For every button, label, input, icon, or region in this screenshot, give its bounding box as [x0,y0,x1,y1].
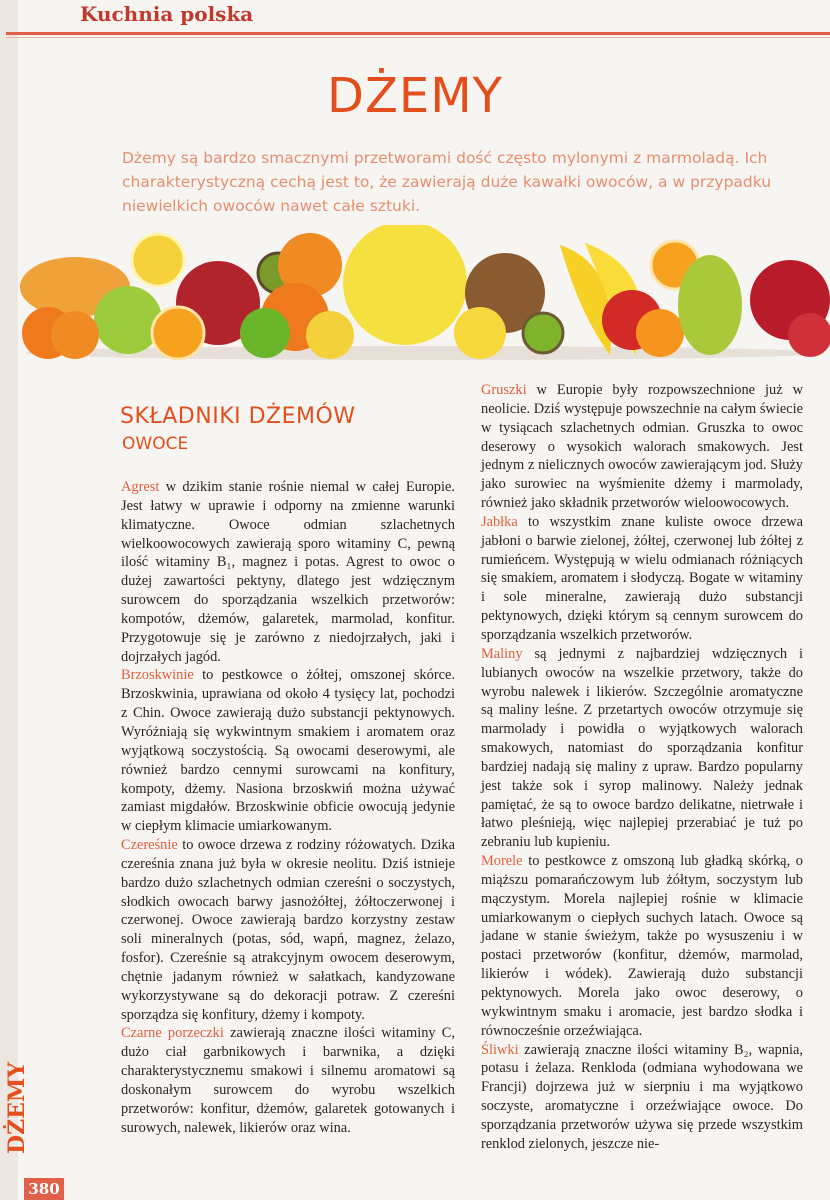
entry-sliwki [481,1041,803,1154]
entry-brzoskwinie [121,666,455,836]
entry-czarne-porzeczki [121,1024,455,1137]
entry-term: Agrest [121,479,160,495]
entry-term: Jabłka [481,513,518,530]
entry-agrest [121,478,455,666]
entry-term: Czereśnie [121,837,178,854]
entry-text: w dzikim stanie rośnie niemal w całej Europie. Jest łatwy w uprawie i odporny na zmienne warunki klimatyczne. Owoce odmian szlachetnych wielkoowocowych zawierają sporo witaminy C, pewną ilość witaminy B₁, magnez i potas. Agrest to owoc o dużej zawartości pektyny, dlatego jest wdzięcznym surowcem do sporządzania wszelkich przetworów: kompotów, dżemów, galaretek, marmolad, konfitur. Przygotowuje się je zarówno z niedojrzałych, jaki i dojrzałych jagód. [121,479,455,665]
pear-icon [678,255,742,355]
entry-term: Czarne porzeczki [121,1025,224,1042]
subsection-title: OWOCE [122,434,189,454]
entry-term: Morele [481,853,523,870]
side-chapter-label [4,1050,30,1165]
entry-text: są jednymi z najbardziej wdzięcznych i lubianych owoców na wszelkie przetwory, także do wyrobu nalewek i likierów. Szczególnie aromatyczne są maliny leśne. Z przetartych owoców otrzymuje się marmolady i powidła o wyjątkowych walorach smakowych, natomiast do sporządzania konfitur bardziej nadają się maliny z upraw. Bardzo popularny jest także sok i syrop malinowy. Należy jednak pamiętać, że są to owoce bardzo delikatne, nietrwałe i łatwo pleśnieją, więc najlepiej przerabiać je tuż po zebraniu lub kupieniu. [481,645,803,851]
entry-text: to owoce drzewa z rodziny różowatych. Dzika czereśnia znana już była w okresie neolitu. Dziś istnieje bardzo dużo szlachetnych odmian czereśni o soczystych, słodkich owocach barwy jasnożółtej, żółtoczerwonej i czerwonej. Owoce zawierają bardzo korzystny zestaw soli mineralnych (potas, sód, wapń, magnez, żelazo, fosfor). Czereśnie są atrakcyjnym owocem deserowym, chętnie jadanym również w sałatkach, kandyzowane wykorzystywane są do dekoracji potraw. Z czereśni sporządza się konfitury, dżemy i kompoty. [121,837,455,1023]
entry-morele [481,852,803,1040]
running-header [0,0,830,38]
entry-gruszki [481,381,803,513]
entry-jablka [481,513,803,645]
entry-term: Gruszki [481,382,527,398]
entry-text: to pestkowce o żółtej, omszonej skórce. Brzoskwinia, uprawiana od około 4 tysięcy lat, pochodzi z Chin. Owoce zawierają dużo substancji pektynowych. Wyróżniają się wykwintnym smakiem i aromatem oraz wyjątkową soczystością. Są owocami deserowymi, ale również bardzo cennymi surowcami na konfitury, kompoty, dżemy. Nasiona brzoskwiń można używać zamiast migdałów. Brzoskwinie obficie owocują jedynie w ciepłym klimacie umiarkowanym. [121,667,455,835]
entry-text: to pestkowce z omszoną lub gładką skórką, o miąższu pomarańczowym lub żółtym, soczystym lub mączystym. Morela najlepiej rośnie w klimacie umiarkowanym o ciepłych suchych latach. Owoce są jadane w stanie świeżym, także po wysuszeniu i w postaci przetworów (konfitur, dżemów, marmolad, likierów i wódek). Zawierają dużo substancji pektynowych. Morela jako owoc deserowy, o wykwintnym smaku i aromacie, jest bardzo słodka i równocześnie orzeźwiająca. [481,853,803,1039]
entry-term: Maliny [481,645,523,662]
series-title: Kuchnia polska [80,2,254,26]
lemon-half-icon [306,311,354,359]
orange-half-icon [636,309,684,357]
kiwi-slice-icon [523,313,563,353]
side-label-text: DŻEMY [4,1061,30,1154]
pomelo-icon [343,225,467,345]
entry-term: Śliwki [481,1041,519,1058]
fruit-banner-illustration [20,225,830,360]
entry-text: zawierają znaczne ilości witaminy B₂, wapnia, potasu i żelaza. Renkloda (odmiana wyhodowana we Francji) dojrzewa już w sierpniu i ma wyjątkowo soczyste, aromatyczne i orzeźwiające owoce. Do sporządzania przetworów używa się przede wszystkim renklod zielonych, jeszcze nie- [481,1041,803,1152]
page-number: 380 [24,1178,64,1200]
lime-icon [240,308,290,358]
intro-paragraph: Dżemy są bardzo smacznymi przetworami dość często mylonymi z marmoladą. Ich charakterystyczną cechą jest to, że zawierają duże kawałki owoców, a w przypadku niewielkich owoców nawet całe sztuki. [122,149,772,215]
page-gutter [0,0,18,1200]
section-title: SKŁADNIKI DŻEMÓW [120,404,356,429]
text-column-right [481,381,803,1154]
page-title: DŻEMY [327,68,503,124]
text-column-left [121,478,455,1138]
green-apple-icon [94,286,162,354]
lemon-icon [454,307,506,359]
entry-text: w Europie były rozpowszechnione już w neolicie. Dziś występuje powszechnie na całym świecie w tysiącach szlachetnych odmian. Gruszka to owoc deserowy o wysokich walorach smakowych. Jest jednym z nielicznych owoców zawierającym jod. Służy jako surowiec na wyśmienite dżemy i marmolady, również jako składnik przetworów wieloowocowych. [481,382,803,512]
entry-text: to wszystkim znane kuliste owoce drzewa jabłoni o barwie zielonej, żółtej, czerwonej lub żółtej z rumieńcem. Występują w wielu odmianach różniących się smakiem, aromatem i słodyczą. Bogate w witaminy i sole mineralne, zawierają dużo substancji pektynowych, dzięki którym są cennym surowcem do sporządzania wszelkich przetworów. [481,513,803,643]
entry-term: Brzoskwinie [121,667,194,684]
lemon-slice-icon [132,234,184,286]
pomegranate-half-icon [788,313,830,357]
orange-slice-icon [152,307,204,359]
orange-icon-2 [51,311,99,359]
entry-maliny [481,645,803,852]
header-rule [6,32,830,35]
entry-czeresnie [121,836,455,1024]
header-rule-thin [6,37,830,38]
entry-text: zawierają znaczne ilości witaminy C, dużo ciał garbnikowych i barwnika, a dzięki charakterystycznemu smakowi i silnemu aromatowi są doskonałym surowcem do wyrobu wszelkich przetworów: konfitur, dżemów, galaretek gotowanych i surowych, nalewek, likierów oraz wina. [121,1025,455,1136]
